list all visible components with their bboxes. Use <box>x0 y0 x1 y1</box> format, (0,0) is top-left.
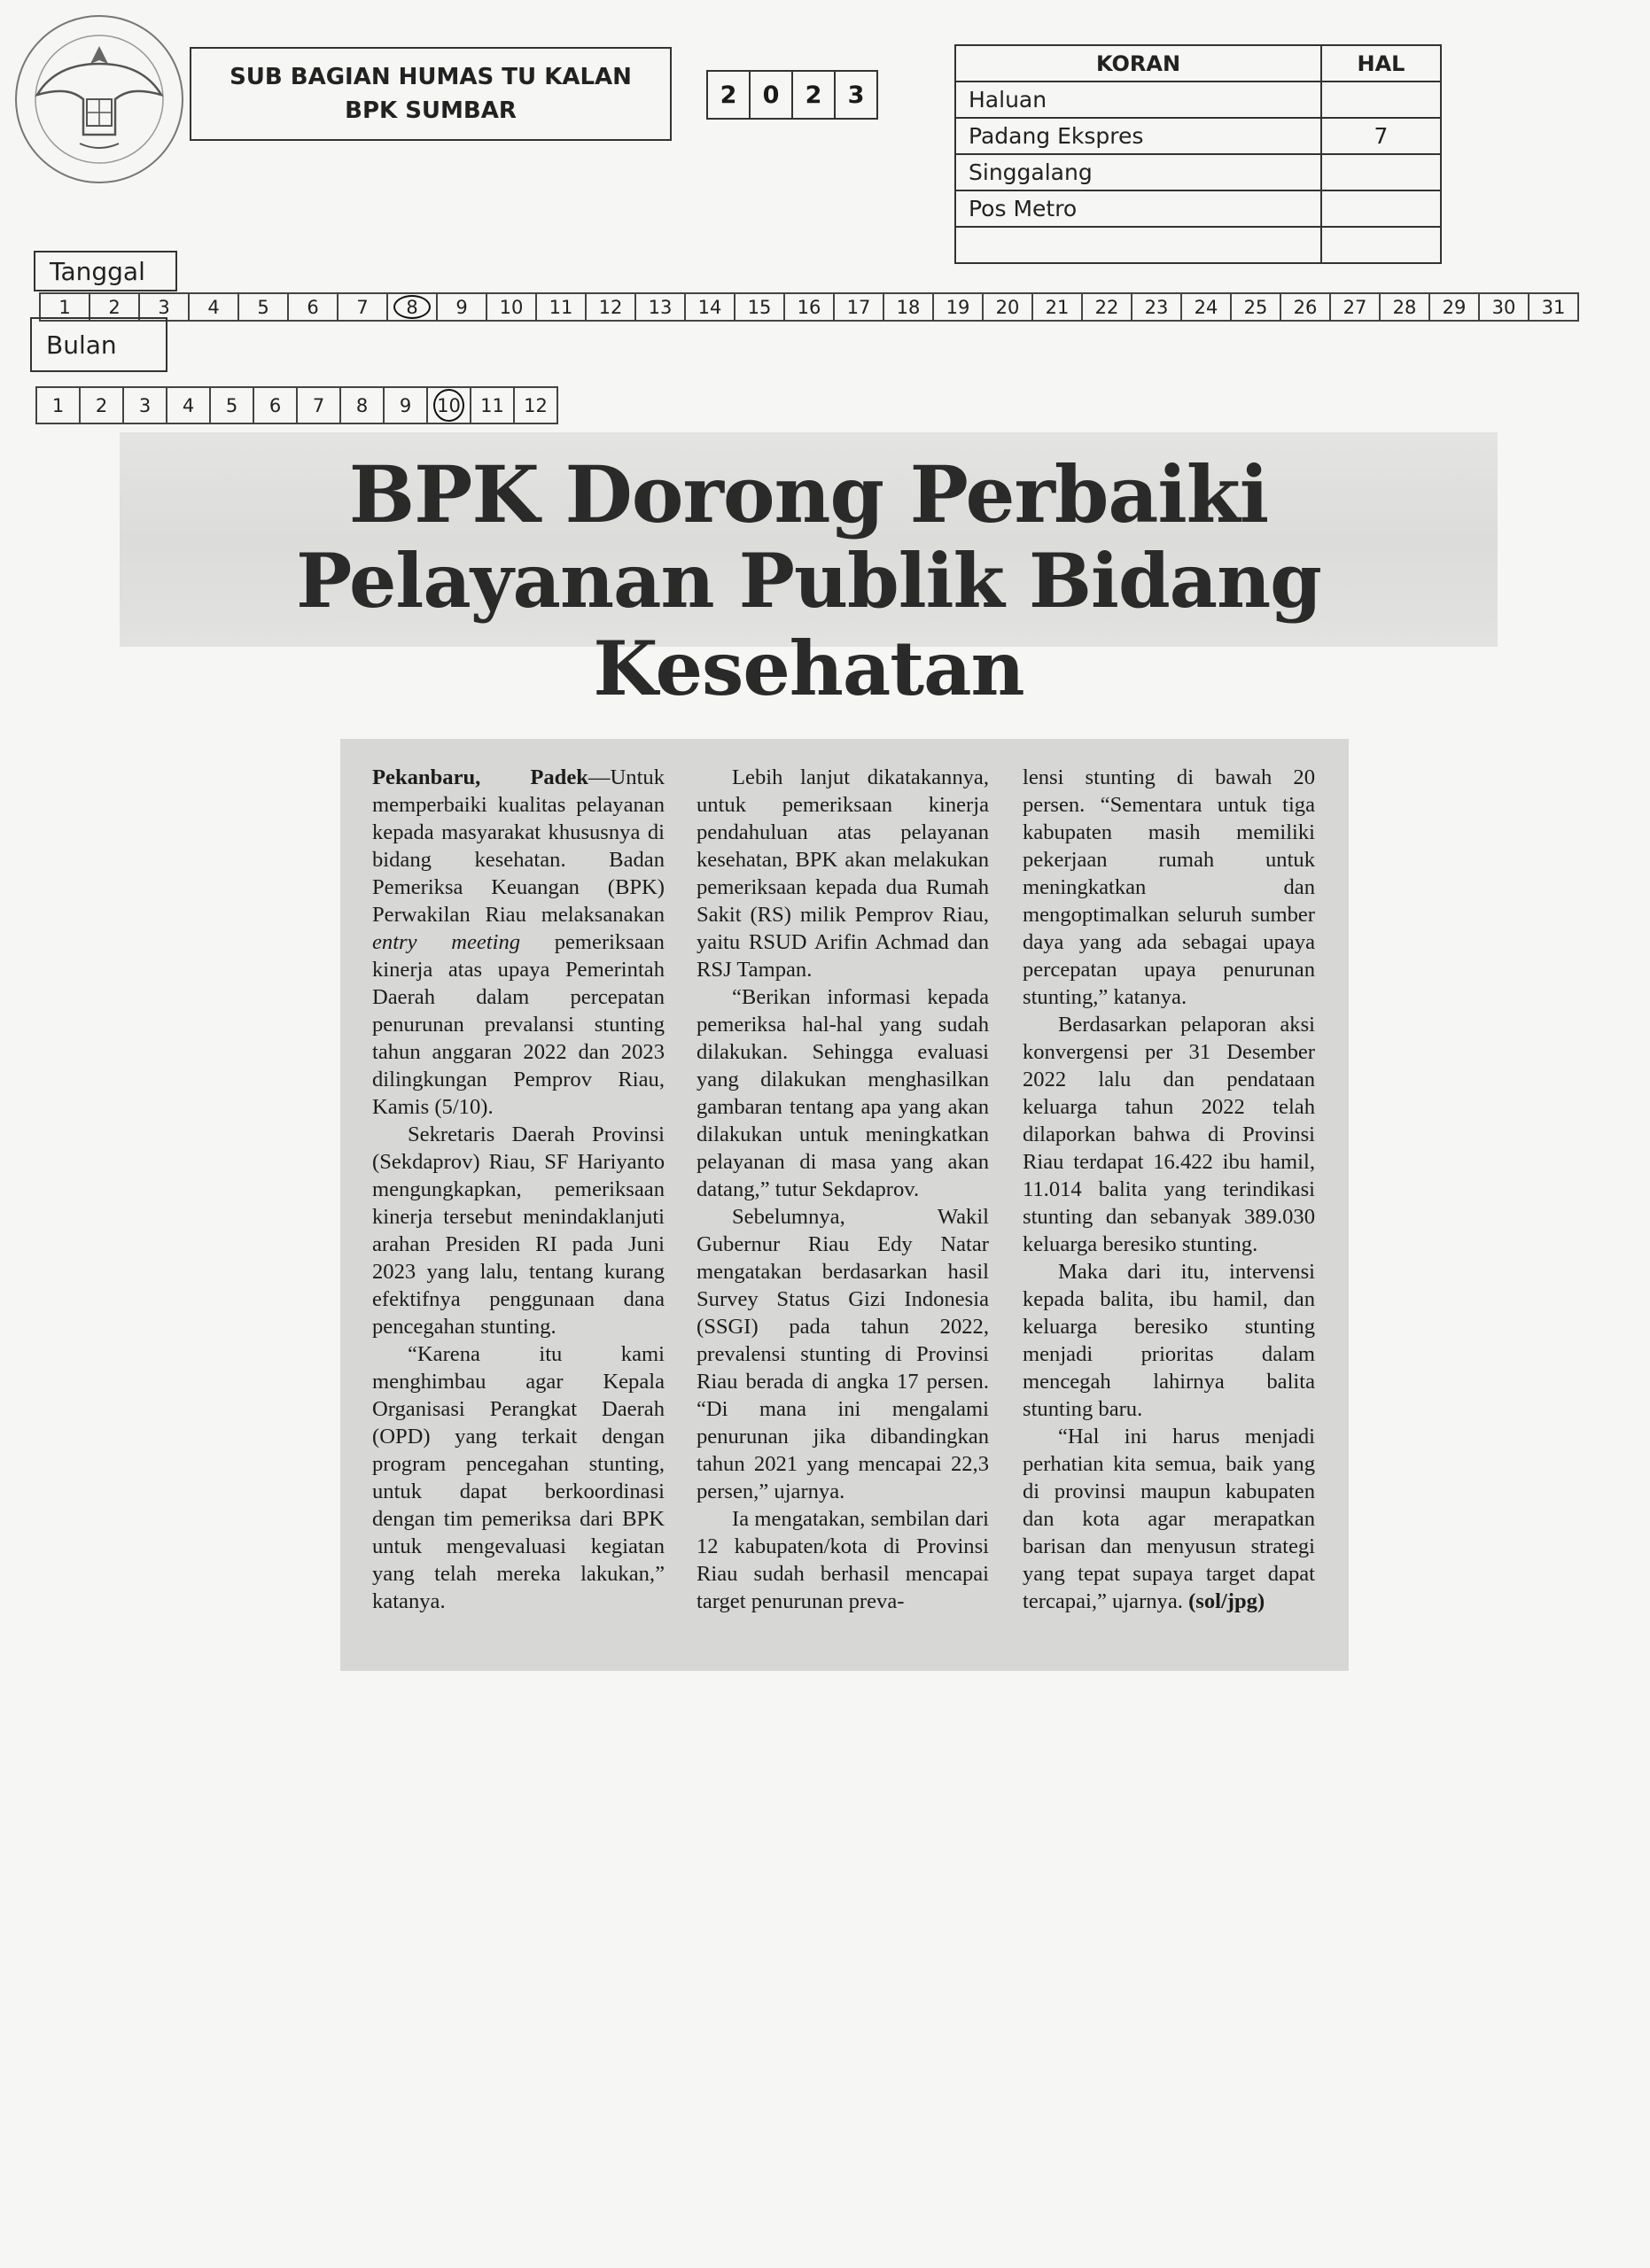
byline: (sol/jpg) <box>1188 1589 1265 1613</box>
newspaper-name: Singgalang <box>955 154 1321 190</box>
article-paragraph: “Karena itu kami menghimbau agar Kepala Organisasi Perangkat Daerah (OPD) yang terkait dengan program pencegahan stunting, untuk dapat berkoordinasi dengan tim pemeriksa dari BPK untuk mengevaluasi kegiatan yang telah mereka lakukan,” katanya. <box>372 1342 665 1613</box>
year-digit: 3 <box>834 70 878 120</box>
day-cell: 5 <box>237 292 289 322</box>
year-digit: 0 <box>749 70 793 120</box>
headline-clipping <box>120 432 1498 712</box>
day-cell: 24 <box>1180 292 1232 322</box>
month-cell: 4 <box>166 386 211 424</box>
month-cell: 8 <box>339 386 385 424</box>
bulan-label: Bulan <box>30 317 167 372</box>
article-column-3 <box>1023 764 1315 1615</box>
day-cell: 9 <box>436 292 487 322</box>
day-cell: 31 <box>1528 292 1579 322</box>
day-cell: 19 <box>932 292 984 322</box>
year-boxes <box>706 70 876 116</box>
table-row <box>955 154 1441 190</box>
day-cell: 1 <box>39 292 90 322</box>
page-number: 7 <box>1321 118 1441 154</box>
hal-header: HAL <box>1321 45 1441 82</box>
article-paragraph: lensi stunting di bawah 20 persen. “Sementara untuk tiga kabupaten masih memiliki pekerjaan rumah untuk meningkatkan dan mengoptimalkan seluruh sumber daya yang ada sebagai upaya percepatan upaya penurunan stunting,” katanya. <box>1023 765 1315 1009</box>
article-paragraph: Lebih lanjut dikatakannya, untuk pemeriksaan kinerja pendahuluan atas pelayanan kesehatan, BPK akan melakukan pemeriksaan kepada dua Rumah Sakit (RS) milik Pemprov Riau, yaitu RSUD Arifin Achmad dan RSJ Tampan. <box>697 765 989 982</box>
newspaper-name: Padang Ekspres <box>955 118 1321 154</box>
month-cell: 9 <box>383 386 428 424</box>
newspaper-name: Haluan <box>955 82 1321 118</box>
day-cell: 18 <box>883 292 934 322</box>
day-cell: 21 <box>1031 292 1083 322</box>
day-cell: 28 <box>1379 292 1430 322</box>
day-cell: 14 <box>684 292 735 322</box>
article-paragraph <box>372 764 665 1121</box>
office-label-box <box>190 47 672 141</box>
day-cell: 15 <box>734 292 785 322</box>
page-number <box>1321 154 1441 190</box>
page-number <box>1321 82 1441 118</box>
headline-line1: BPK Dorong Perbaiki <box>348 448 1269 540</box>
month-cell: 5 <box>209 386 254 424</box>
day-cell: 20 <box>982 292 1033 322</box>
article-paragraph <box>1023 1423 1315 1615</box>
article-clipping <box>340 739 1349 1671</box>
paragraph-text: “Hal ini harus menjadi perhatian kita semua, baik yang di provinsi maupun kabupaten dan kota agar merapatkan barisan dan menyusun strategi yang tepat supaya target dapat tercapai,” ujarnya. <box>1023 1425 1315 1613</box>
month-cell: 6 <box>253 386 298 424</box>
day-cell: 30 <box>1478 292 1529 322</box>
office-label-line1: SUB BAGIAN HUMAS TU KALAN <box>230 64 632 90</box>
headline-line2: Pelayanan Publik Bidang Kesehatan <box>296 537 1321 712</box>
month-cell: 2 <box>79 386 124 424</box>
page-number <box>1321 190 1441 227</box>
day-cell: 7 <box>337 292 388 322</box>
dateline: Pekanbaru, Padek <box>372 765 588 789</box>
article-paragraph: Ia mengatakan, sembilan dari 12 kabupaten/kota di Provinsi Riau sudah berhasil mencapai target penurunan preva- <box>697 1507 989 1613</box>
tanggal-row <box>39 292 1577 322</box>
day-cell: 27 <box>1329 292 1381 322</box>
article-paragraph: Sekretaris Daerah Provinsi (Sekdaprov) Riau, SF Hariyanto mengungkapkan, pemeriksaan kinerja tersebut menindaklanjuti arahan Presiden RI pada Juni 2023 yang lalu, tentang kurang efektifnya penggunaan dana pencegahan stunting. <box>372 1122 665 1339</box>
garuda-emblem-icon <box>11 11 188 188</box>
paragraph-text: pemeriksaan kinerja atas upaya Pemerintah Daerah dalam percepatan penurunan prevalansi stunting tahun anggaran 2022 dan 2023 dilingkungan Pemprov Riau, Kamis (5/10). <box>372 930 665 1119</box>
paragraph-text: —Untuk memperbaiki kualitas pelayanan kepada masyarakat khususnya di bidang kesehatan. Badan Pemeriksa Keuangan (BPK) Perwakilan Riau melaksanakan <box>372 765 665 927</box>
page-number <box>1321 227 1441 263</box>
day-cell: 2 <box>89 292 140 322</box>
day-cell: 3 <box>138 292 190 322</box>
table-row <box>955 118 1441 154</box>
month-cell: 11 <box>470 386 515 424</box>
month-cell: 3 <box>122 386 167 424</box>
day-cell: 22 <box>1081 292 1132 322</box>
bulan-row <box>35 386 556 424</box>
day-cell: 29 <box>1428 292 1480 322</box>
newspaper-name <box>955 227 1321 263</box>
italic-term: entry meeting <box>372 930 521 954</box>
table-row <box>955 82 1441 118</box>
month-cell: 10 <box>426 386 471 424</box>
article-column-1 <box>372 764 665 1615</box>
article-column-2 <box>697 764 989 1615</box>
day-cell: 11 <box>535 292 587 322</box>
day-cell: 26 <box>1280 292 1331 322</box>
table-row <box>955 227 1441 263</box>
year-digit: 2 <box>706 70 751 120</box>
article-paragraph: Maka dari itu, intervensi kepada balita, ibu hamil, dan keluarga beresiko stunting menjadi prioritas dalam mencegah lahirnya balita stunting baru. <box>1023 1260 1315 1421</box>
day-cell: 8 <box>386 292 438 322</box>
newspaper-name: Pos Metro <box>955 190 1321 227</box>
month-cell: 12 <box>513 386 558 424</box>
day-cell: 17 <box>833 292 884 322</box>
year-digit: 2 <box>791 70 836 120</box>
day-cell: 23 <box>1131 292 1182 322</box>
day-cell: 16 <box>783 292 835 322</box>
month-cell: 7 <box>296 386 341 424</box>
office-label-line2: BPK SUMBAR <box>345 97 517 124</box>
table-row <box>955 190 1441 227</box>
article-paragraph: Berdasarkan pelaporan aksi konvergensi per 31 Desember 2022 lalu dan pendataan keluarga tahun 2022 telah dilaporkan bahwa di Provinsi Riau terdapat 16.422 ibu hamil, 11.014 balita yang terindikasi stunting dan sebanyak 389.030 keluarga beresiko stunting. <box>1023 1013 1315 1256</box>
day-cell: 10 <box>486 292 537 322</box>
month-cell: 1 <box>35 386 81 424</box>
tanggal-label: Tanggal <box>34 251 177 291</box>
day-cell: 12 <box>585 292 636 322</box>
day-cell: 25 <box>1230 292 1281 322</box>
koran-header: KORAN <box>955 45 1321 82</box>
article-paragraph: Sebelumnya, Wakil Gubernur Riau Edy Natar mengatakan berdasarkan hasil Survey Status Gizi Indonesia (SSGI) pada tahun 2022, prevalensi stunting di Provinsi Riau berada di angka 17 persen. “Di mana ini mengalami penurunan jika dibandingkan tahun 2021 yang mencapai 22,3 persen,” ujarnya. <box>697 1205 989 1503</box>
article-paragraph: “Berikan informasi kepada pemeriksa hal-hal yang sudah dilakukan. Sehingga evaluasi yang dilakukan menghasilkan gambaran tentang apa yang akan dilakukan untuk meningkatkan pelayanan di masa yang akan datang,” tutur Sekdaprov. <box>697 985 989 1201</box>
day-cell: 6 <box>287 292 339 322</box>
day-cell: 13 <box>634 292 686 322</box>
day-cell: 4 <box>188 292 239 322</box>
newspaper-table <box>954 44 1442 264</box>
